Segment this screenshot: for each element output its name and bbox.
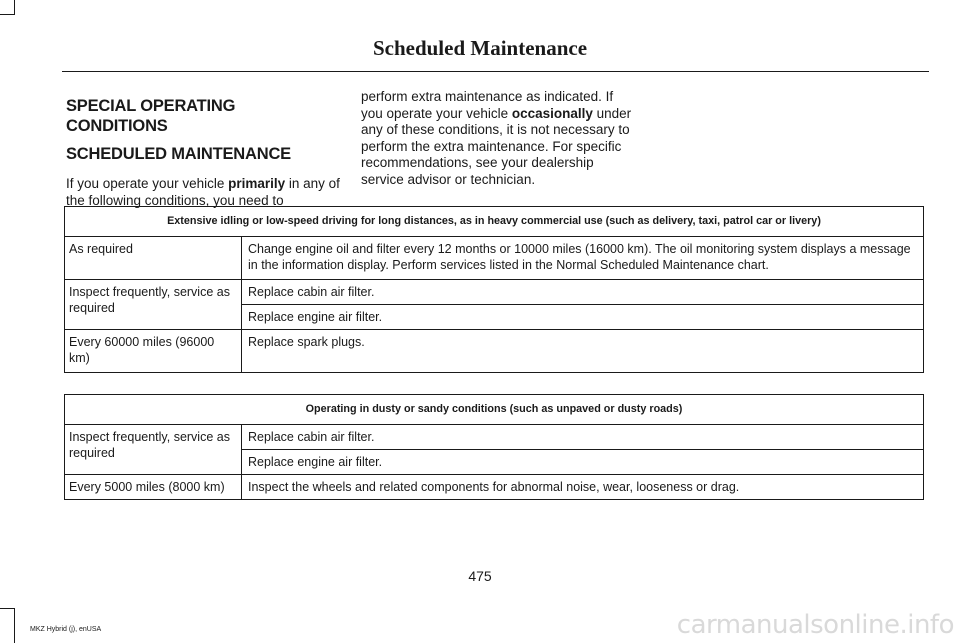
footer-text: MKZ Hybrid (j), enUSA (30, 626, 102, 633)
intro-paragraph-1 (66, 176, 341, 209)
table-row (65, 237, 924, 280)
intro-p2-text-b: under any of these conditions, it is not necessary to perform the extra maintenance. For specific recommendations, see your dealership service advisor or technician. (361, 105, 632, 187)
table-cell-action: Replace cabin air filter. (242, 425, 924, 450)
table-header: Operating in dusty or sandy conditions (such as unpaved or dusty roads) (65, 395, 924, 425)
table-row (65, 475, 924, 500)
page-number: 475 (468, 568, 492, 584)
table-row (65, 425, 924, 450)
intro-p2-bold: occasionally (511, 105, 593, 121)
table-header-row (65, 207, 924, 237)
table-header-row (65, 395, 924, 425)
table-cell-interval: As required (65, 237, 242, 280)
table-cell-action: Change engine oil and filter every 12 months or 10000 miles (16000 km). The oil monitoring system displays a message in the information display. Perform services listed in the Normal Scheduled Maintenance chart. (242, 237, 924, 280)
table-cell-action: Inspect the wheels and related components for abnormal noise, wear, looseness or drag. (242, 475, 924, 500)
intro-right-column (361, 89, 636, 188)
maintenance-table-idling (64, 206, 924, 373)
table-cell-action: Replace engine air filter. (242, 450, 924, 475)
table-row (65, 280, 924, 305)
table-header: Extensive idling or low-speed driving for long distances, as in heavy commercial use (such as delivery, taxi, patrol car or livery) (65, 207, 924, 237)
intro-p1-bold: primarily (228, 176, 286, 191)
maintenance-table-dusty (64, 394, 924, 500)
intro-p1-text-b: in any of the following conditions, you need to (66, 176, 340, 208)
page-header-title: Scheduled Maintenance (372, 36, 588, 60)
intro-left-column (66, 96, 341, 209)
table-cell-interval: Every 5000 miles (8000 km) (65, 475, 242, 500)
header-rule (62, 71, 929, 72)
section-heading-line2: SCHEDULED MAINTENANCE (66, 145, 291, 163)
section-heading (66, 96, 341, 164)
intro-p1-text-a: If you operate your vehicle (66, 176, 229, 191)
table-cell-interval: Inspect frequently, service as required (65, 280, 242, 330)
table-cell-interval: Every 60000 miles (96000 km) (65, 330, 242, 373)
table-cell-interval: Inspect frequently, service as required (65, 425, 242, 475)
section-heading-line1: SPECIAL OPERATING CONDITIONS (66, 97, 236, 135)
table-row (65, 330, 924, 373)
intro-paragraph-2 (361, 89, 636, 188)
intro-p2-text-a: perform extra maintenance as indicated. If you operate your vehicle (361, 89, 614, 121)
table-cell-action: Replace engine air filter. (242, 305, 924, 330)
crop-mark-top (0, 0, 15, 15)
table-cell-action: Replace spark plugs. (242, 330, 924, 373)
watermark-text: carmanualsonline.info (676, 610, 954, 640)
table-cell-action: Replace cabin air filter. (242, 280, 924, 305)
crop-mark-bottom (0, 608, 15, 643)
